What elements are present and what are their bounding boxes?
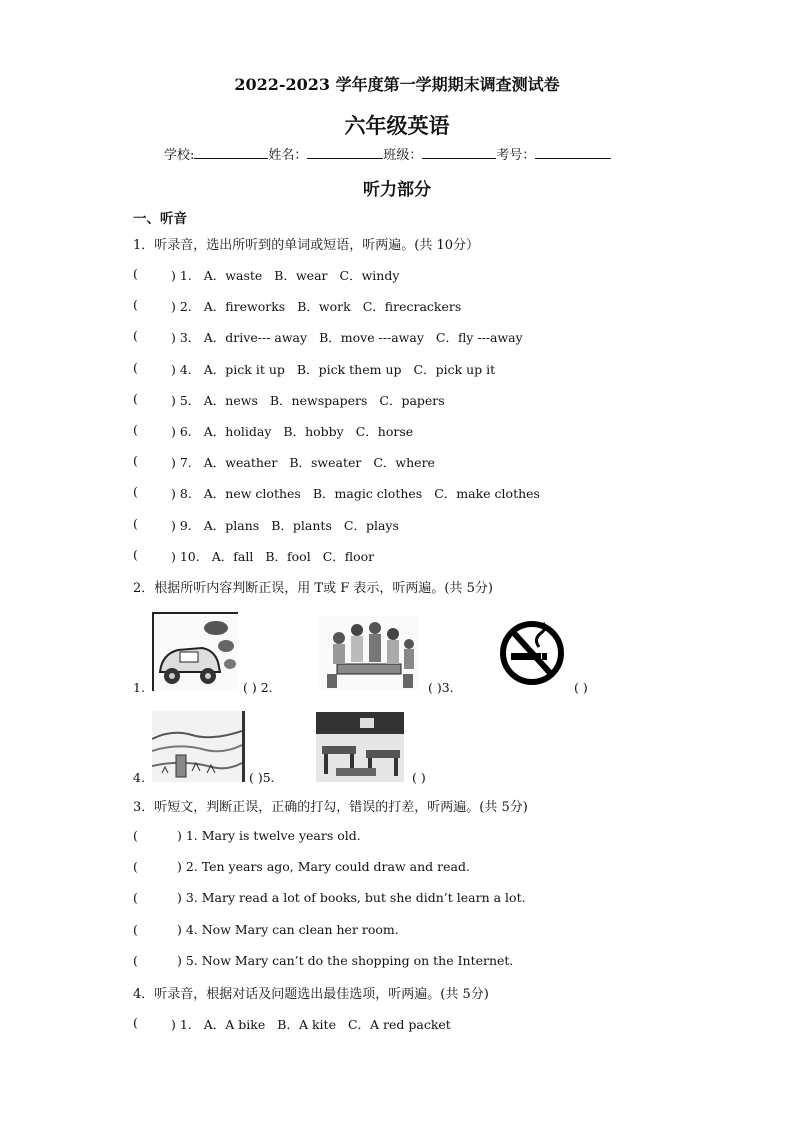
q1-item-body	[171, 547, 374, 565]
q4-instruction: 4．听录音，根据对话及问题选出最佳选项，听两遍。(共 5分)	[133, 987, 489, 1002]
option-b: B．pick them up	[296, 361, 402, 377]
item-number: ) 9.	[171, 517, 192, 533]
family-dinner-picture	[319, 616, 419, 690]
pic-5-label: ( )5.	[249, 770, 275, 785]
q1-item-body	[171, 422, 413, 440]
q2-instruction: 2．根据所听内容判断正误，用 T或 F 表示，听两遍。(共 5分)	[133, 581, 493, 596]
q1-item-body	[171, 297, 461, 315]
option-c: C．horse	[355, 424, 414, 439]
option-b: B．A kite	[277, 1017, 336, 1032]
landscape-picture	[152, 711, 245, 782]
answer-blank[interactable]: (	[133, 1015, 138, 1030]
car-picture	[152, 612, 238, 691]
option-a: A．drive--- away	[203, 330, 308, 346]
part-heading: 一、听音	[133, 211, 187, 227]
option-b: B．magic clothes	[312, 486, 423, 502]
q3-statement: ) 1. Mary is twelve years old.	[177, 828, 361, 843]
pic-3-label: ( )3.	[428, 680, 454, 695]
exam-subtitle: 六年级英语	[344, 113, 450, 138]
no-smoking-icon	[499, 615, 565, 691]
q1-item-body	[171, 328, 523, 346]
q1-item-body	[171, 453, 435, 471]
option-c: C．fly ---away	[435, 330, 523, 346]
option-a: A．fireworks	[203, 299, 286, 315]
option-b: B．plants	[271, 517, 332, 533]
q1-item-body	[171, 516, 399, 534]
item-number: ) 7.	[171, 455, 192, 471]
answer-blank[interactable]: (	[133, 453, 138, 469]
answer-blank[interactable]: (	[133, 921, 138, 937]
school-field[interactable]	[194, 144, 268, 159]
exam-title: 2022-2023 学年度第一学期期末调查测试卷	[234, 75, 560, 94]
answer-blank[interactable]: (	[133, 390, 138, 406]
answer-blank[interactable]: (	[133, 422, 138, 437]
option-c: C．plays	[343, 517, 399, 533]
name-label: 姓名：	[268, 148, 308, 163]
q3-statement: ) 2. Ten years ago, Mary could draw and read.	[177, 859, 470, 875]
option-b: B．hobby	[283, 424, 344, 439]
option-b: B．fool	[265, 548, 311, 564]
class-label: 班级：	[383, 148, 423, 163]
q1-item-body	[171, 360, 495, 378]
option-c: C．windy	[339, 268, 400, 283]
item-number: ) 2.	[171, 299, 192, 315]
q1-item-body	[171, 266, 399, 284]
option-c: C．floor	[322, 548, 375, 564]
q4-item-body	[171, 1015, 451, 1033]
pic-4-number: 4.	[133, 770, 145, 785]
option-a: A．news	[203, 392, 258, 408]
answer-blank[interactable]: (	[133, 859, 138, 875]
q1-item-body	[171, 484, 540, 502]
answer-blank[interactable]: (	[133, 546, 138, 562]
item-number: ) 10.	[171, 548, 200, 564]
option-a: A．new clothes	[203, 486, 301, 502]
option-a: A．plans	[203, 517, 260, 533]
option-b: B．sweater	[289, 455, 362, 471]
option-c: C．papers	[379, 392, 445, 408]
item-number: ) 1.	[171, 1017, 192, 1032]
item-number: ) 4.	[171, 361, 192, 377]
pic-1-number: 1.	[133, 680, 145, 695]
item-number: ) 8.	[171, 486, 192, 502]
option-c: C．firecrackers	[362, 299, 462, 315]
answer-blank[interactable]: (	[133, 328, 138, 344]
answer-blank[interactable]: (	[133, 359, 138, 375]
q3-statement: ) 4. Now Mary can clean her room.	[177, 921, 399, 937]
student-info-row	[164, 144, 611, 163]
pic-2-label: ( ) 2.	[243, 680, 273, 695]
option-c: C．make clothes	[434, 486, 540, 502]
item-number: ) 5.	[171, 392, 192, 408]
option-a: A．waste	[203, 268, 263, 283]
answer-blank[interactable]: (	[133, 890, 138, 906]
pic-5-answer: ( )	[412, 770, 426, 785]
option-c: C．where	[373, 455, 435, 471]
answer-blank[interactable]: (	[133, 297, 138, 313]
q3-statement: ) 3. Mary read a lot of books, but she didn’t learn a lot.	[177, 890, 526, 906]
pic-3-answer: ( )	[574, 680, 588, 695]
classroom-picture	[316, 712, 404, 782]
option-a: A．weather	[203, 455, 278, 471]
option-a: A．A bike	[203, 1017, 266, 1032]
class-field[interactable]	[422, 144, 496, 159]
section-heading: 听力部分	[363, 180, 431, 200]
answer-blank[interactable]: (	[133, 266, 138, 281]
answer-blank[interactable]: (	[133, 828, 138, 843]
q3-instruction: 3．听短文，判断正误，正确的打勾，错误的打差，听两遍。(共 5分)	[133, 800, 528, 815]
option-b: B．wear	[274, 268, 328, 283]
answer-blank[interactable]: (	[133, 952, 138, 968]
number-field[interactable]	[535, 144, 611, 159]
option-a: A．fall	[211, 548, 254, 564]
q3-statement: ) 5. Now Mary can’t do the shopping on the Internet.	[177, 952, 514, 968]
option-c: C．pick up it	[413, 361, 496, 377]
option-a: A．holiday	[203, 424, 272, 439]
q1-item-body	[171, 391, 445, 409]
answer-blank[interactable]: (	[133, 515, 138, 531]
school-label: 学校:	[164, 148, 195, 163]
option-b: B．work	[297, 299, 351, 315]
option-c: C．A red packet	[347, 1017, 451, 1032]
option-b: B．newspapers	[269, 392, 368, 408]
option-a: A．pick it up	[203, 361, 285, 377]
name-field[interactable]	[307, 144, 383, 159]
q1-instruction: 1．听录音，选出所听到的单词或短语，听两遍。(共 10分）	[133, 238, 480, 253]
option-b: B．move ---away	[319, 330, 424, 346]
item-number: ) 6.	[171, 424, 192, 439]
item-number: ) 3.	[171, 330, 192, 346]
number-label: 考号：	[496, 148, 536, 163]
item-number: ) 1.	[171, 268, 192, 283]
answer-blank[interactable]: (	[133, 484, 138, 500]
